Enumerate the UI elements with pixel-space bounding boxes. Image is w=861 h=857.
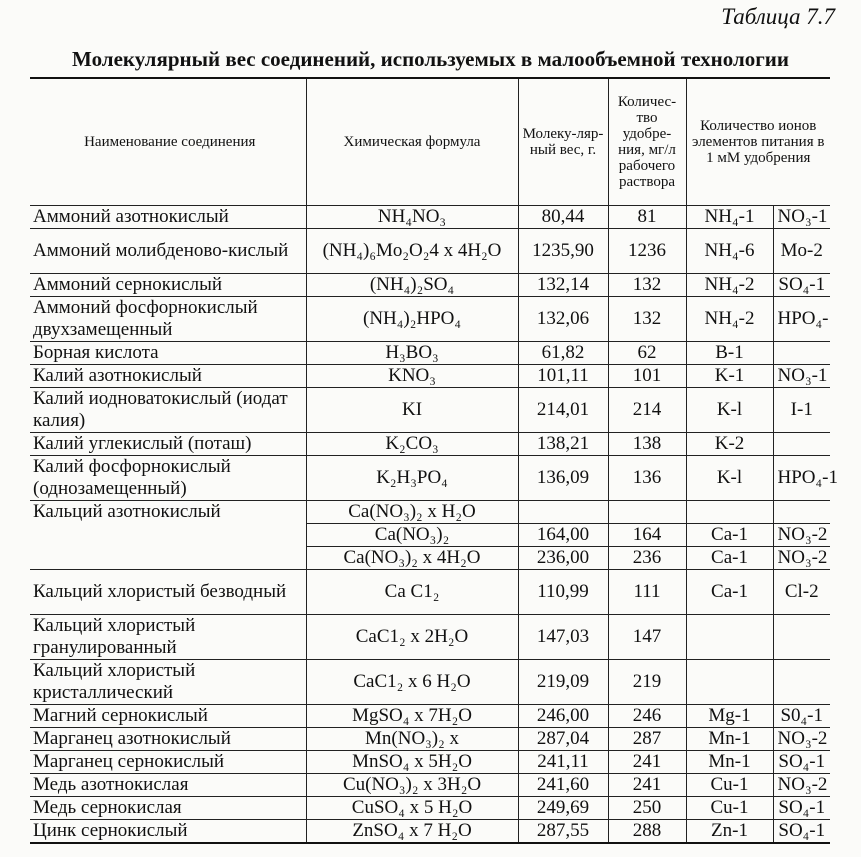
table-row: [30, 751, 830, 774]
ion-count-1: [686, 501, 773, 524]
compound-name: Калий иодноватокислый (иодат калия): [30, 388, 306, 433]
fertilizer-amount: 287: [608, 728, 686, 751]
ion-count-1: [686, 660, 773, 705]
table-row: [30, 774, 830, 797]
chemical-formula: CaC1₂ x 2H₂O: [306, 615, 518, 660]
fertilizer-amount: 147: [608, 615, 686, 660]
header-mol-weight: Молеку-ляр-ный вес, г.: [518, 78, 608, 206]
compound-name: Кальций хлористый гранулированный: [30, 615, 306, 660]
chemical-formula: K₂H₃PO₄: [306, 456, 518, 501]
table-row: [30, 820, 830, 844]
fertilizer-amount: 132: [608, 274, 686, 297]
fertilizer-amount: 288: [608, 820, 686, 844]
table-number: Таблица 7.7: [721, 4, 835, 29]
ion-count-1: NH₄-6: [686, 229, 773, 274]
header-name: Наименование соединения: [30, 78, 306, 206]
ion-count-2: [773, 342, 830, 365]
chemical-formula: Ca(NO₃)₂: [306, 524, 518, 547]
compound-name: [30, 547, 306, 570]
ion-count-2: [773, 615, 830, 660]
table-row: [30, 797, 830, 820]
ion-count-1: K-l: [686, 456, 773, 501]
table-row: [30, 705, 830, 728]
molecular-weight: 138,21: [518, 433, 608, 456]
ion-count-2: [773, 433, 830, 456]
chemical-formula: MgSO₄ x 7H₂O: [306, 705, 518, 728]
molecular-weight: 147,03: [518, 615, 608, 660]
ion-count-2: Cl-2: [773, 570, 830, 615]
ion-count-2: HPO₄-1: [773, 456, 830, 501]
molecular-weight-table: [30, 77, 838, 844]
ion-count-2: NO₃-2: [773, 547, 830, 570]
table-row: [30, 365, 830, 388]
ion-count-1: Zn-1: [686, 820, 773, 844]
fertilizer-amount: 111: [608, 570, 686, 615]
ion-count-2: SO₄-1: [773, 797, 830, 820]
chemical-formula: ZnSO₄ x 7 H₂O: [306, 820, 518, 844]
molecular-weight: 287,55: [518, 820, 608, 844]
table-header-row: [30, 78, 830, 206]
molecular-weight: 101,11: [518, 365, 608, 388]
chemical-formula: Ca(NO₃)₂ x 4H₂O: [306, 547, 518, 570]
fertilizer-amount: 219: [608, 660, 686, 705]
table-row: [30, 456, 830, 501]
chemical-formula: KI: [306, 388, 518, 433]
fertilizer-amount: 250: [608, 797, 686, 820]
table-row: [30, 615, 830, 660]
compound-name: Калий фосфорнокислый (однозамещенный): [30, 456, 306, 501]
table-body: [30, 206, 838, 844]
molecular-weight: 132,14: [518, 274, 608, 297]
molecular-weight: 287,04: [518, 728, 608, 751]
fertilizer-amount: 1236: [608, 229, 686, 274]
table-row: [30, 524, 830, 547]
ion-count-1: Mn-1: [686, 728, 773, 751]
compound-name: Калий азотнокислый: [30, 365, 306, 388]
fertilizer-amount: 214: [608, 388, 686, 433]
ion-count-2: NO₃-1: [773, 365, 830, 388]
table-row: [30, 570, 830, 615]
molecular-weight: 241,60: [518, 774, 608, 797]
compound-name: Кальций азотнокислый: [30, 501, 306, 524]
chemical-formula: CuSO₄ x 5 H₂O: [306, 797, 518, 820]
ion-count-2: NO₃-2: [773, 524, 830, 547]
ion-count-2: SO₄-1: [773, 820, 830, 844]
compound-name: Цинк сернокислый: [30, 820, 306, 844]
fertilizer-amount: 246: [608, 705, 686, 728]
ion-count-1: K-2: [686, 433, 773, 456]
table-row: [30, 297, 830, 342]
ion-count-1: K-l: [686, 388, 773, 433]
compound-name: Аммоний азотнокислый: [30, 206, 306, 229]
header-formula: Химическая формула: [306, 78, 518, 206]
table-row: [30, 660, 830, 705]
molecular-weight: 61,82: [518, 342, 608, 365]
ion-count-2: HPO₄-: [773, 297, 830, 342]
fertilizer-amount: 81: [608, 206, 686, 229]
compound-name: Кальций хлористый кристаллический: [30, 660, 306, 705]
table-row: [30, 342, 830, 365]
ion-count-2: NO₃-2: [773, 774, 830, 797]
ion-count-2: I-1: [773, 388, 830, 433]
ion-count-2: S0₄-1: [773, 705, 830, 728]
chemical-formula: KNO₃: [306, 365, 518, 388]
chemical-formula: Mn(NO₃)₂ x: [306, 728, 518, 751]
molecular-weight: 249,69: [518, 797, 608, 820]
compound-name: Аммоний сернокислый: [30, 274, 306, 297]
molecular-weight: 236,00: [518, 547, 608, 570]
ion-count-1: NH₄-1: [686, 206, 773, 229]
ion-count-1: Mg-1: [686, 705, 773, 728]
ion-count-2: SO₄-1: [773, 751, 830, 774]
molecular-weight: [518, 501, 608, 524]
ion-count-1: Ca-1: [686, 547, 773, 570]
fertilizer-amount: 236: [608, 547, 686, 570]
ion-count-1: Ca-1: [686, 570, 773, 615]
fertilizer-amount: 62: [608, 342, 686, 365]
chemical-formula: CaC1₂ x 6 H₂O: [306, 660, 518, 705]
fertilizer-amount: 138: [608, 433, 686, 456]
chemical-formula: Ca C1₂: [306, 570, 518, 615]
molecular-weight: 241,11: [518, 751, 608, 774]
fertilizer-amount: 136: [608, 456, 686, 501]
molecular-weight: 214,01: [518, 388, 608, 433]
compound-name: Медь азотнокислая: [30, 774, 306, 797]
molecular-weight: 246,00: [518, 705, 608, 728]
table-row: [30, 433, 830, 456]
compound-name: Медь сернокислая: [30, 797, 306, 820]
ion-count-1: Cu-1: [686, 774, 773, 797]
table-row: [30, 206, 830, 229]
chemical-formula: (NH₄)₂HPO₄: [306, 297, 518, 342]
table-row: [30, 274, 830, 297]
table-title: Молекулярный вес соединений, используемых в малообъемной технологии: [72, 47, 789, 71]
fertilizer-amount: 241: [608, 751, 686, 774]
chemical-formula: (NH₄)₂SO₄: [306, 274, 518, 297]
compound-name: Кальций хлористый безводный: [30, 570, 306, 615]
chemical-formula: MnSO₄ x 5H₂O: [306, 751, 518, 774]
chemical-formula: Ca(NO₃)₂ x H₂O: [306, 501, 518, 524]
table-row: [30, 229, 830, 274]
ion-count-2: NO₃-1: [773, 206, 830, 229]
compound-name: Калий углекислый (поташ): [30, 433, 306, 456]
ion-count-2: SO₄-1: [773, 274, 830, 297]
ion-count-2: [773, 501, 830, 524]
compound-name: Аммоний молибденово-кислый: [30, 229, 306, 274]
header-amount: Количес-тво удобре-ния, мг/л рабочего раствора: [608, 78, 686, 206]
molecular-weight: 110,99: [518, 570, 608, 615]
molecular-weight: 1235,90: [518, 229, 608, 274]
table-row: [30, 501, 830, 524]
chemical-formula: H₃BO₃: [306, 342, 518, 365]
ion-count-1: NH₄-2: [686, 274, 773, 297]
compound-name: Аммоний фосфорнокислый двухзамещенный: [30, 297, 306, 342]
ion-count-2: NO₃-2: [773, 728, 830, 751]
fertilizer-amount: 241: [608, 774, 686, 797]
header-ions: Количество ионов элементов питания в 1 мМ удобрения: [686, 78, 830, 206]
chemical-formula: (NH₄)₆Mo₂O₂4 x 4H₂O: [306, 229, 518, 274]
ion-count-1: Mn-1: [686, 751, 773, 774]
molecular-weight: 136,09: [518, 456, 608, 501]
ion-count-1: K-1: [686, 365, 773, 388]
chemical-formula: K₂CO₃: [306, 433, 518, 456]
fertilizer-amount: [608, 501, 686, 524]
table-row: [30, 728, 830, 751]
ion-count-2: [773, 660, 830, 705]
molecular-weight: 132,06: [518, 297, 608, 342]
ion-count-1: B-1: [686, 342, 773, 365]
compound-name: [30, 524, 306, 547]
chemical-formula: NH₄NO₃: [306, 206, 518, 229]
molecular-weight: 80,44: [518, 206, 608, 229]
fertilizer-amount: 101: [608, 365, 686, 388]
ion-count-1: [686, 615, 773, 660]
table-row: [30, 547, 830, 570]
compound-name: Магний сернокислый: [30, 705, 306, 728]
compound-name: Борная кислота: [30, 342, 306, 365]
chemical-formula: Cu(NO₃)₂ x 3H₂O: [306, 774, 518, 797]
compound-name: Марганец азотнокислый: [30, 728, 306, 751]
ion-count-2: Mo-2: [773, 229, 830, 274]
molecular-weight: 164,00: [518, 524, 608, 547]
ion-count-1: NH₄-2: [686, 297, 773, 342]
fertilizer-amount: 164: [608, 524, 686, 547]
ion-count-1: Ca-1: [686, 524, 773, 547]
compound-name: Марганец сернокислый: [30, 751, 306, 774]
fertilizer-amount: 132: [608, 297, 686, 342]
table-row: [30, 388, 830, 433]
molecular-weight: 219,09: [518, 660, 608, 705]
ion-count-1: Cu-1: [686, 797, 773, 820]
